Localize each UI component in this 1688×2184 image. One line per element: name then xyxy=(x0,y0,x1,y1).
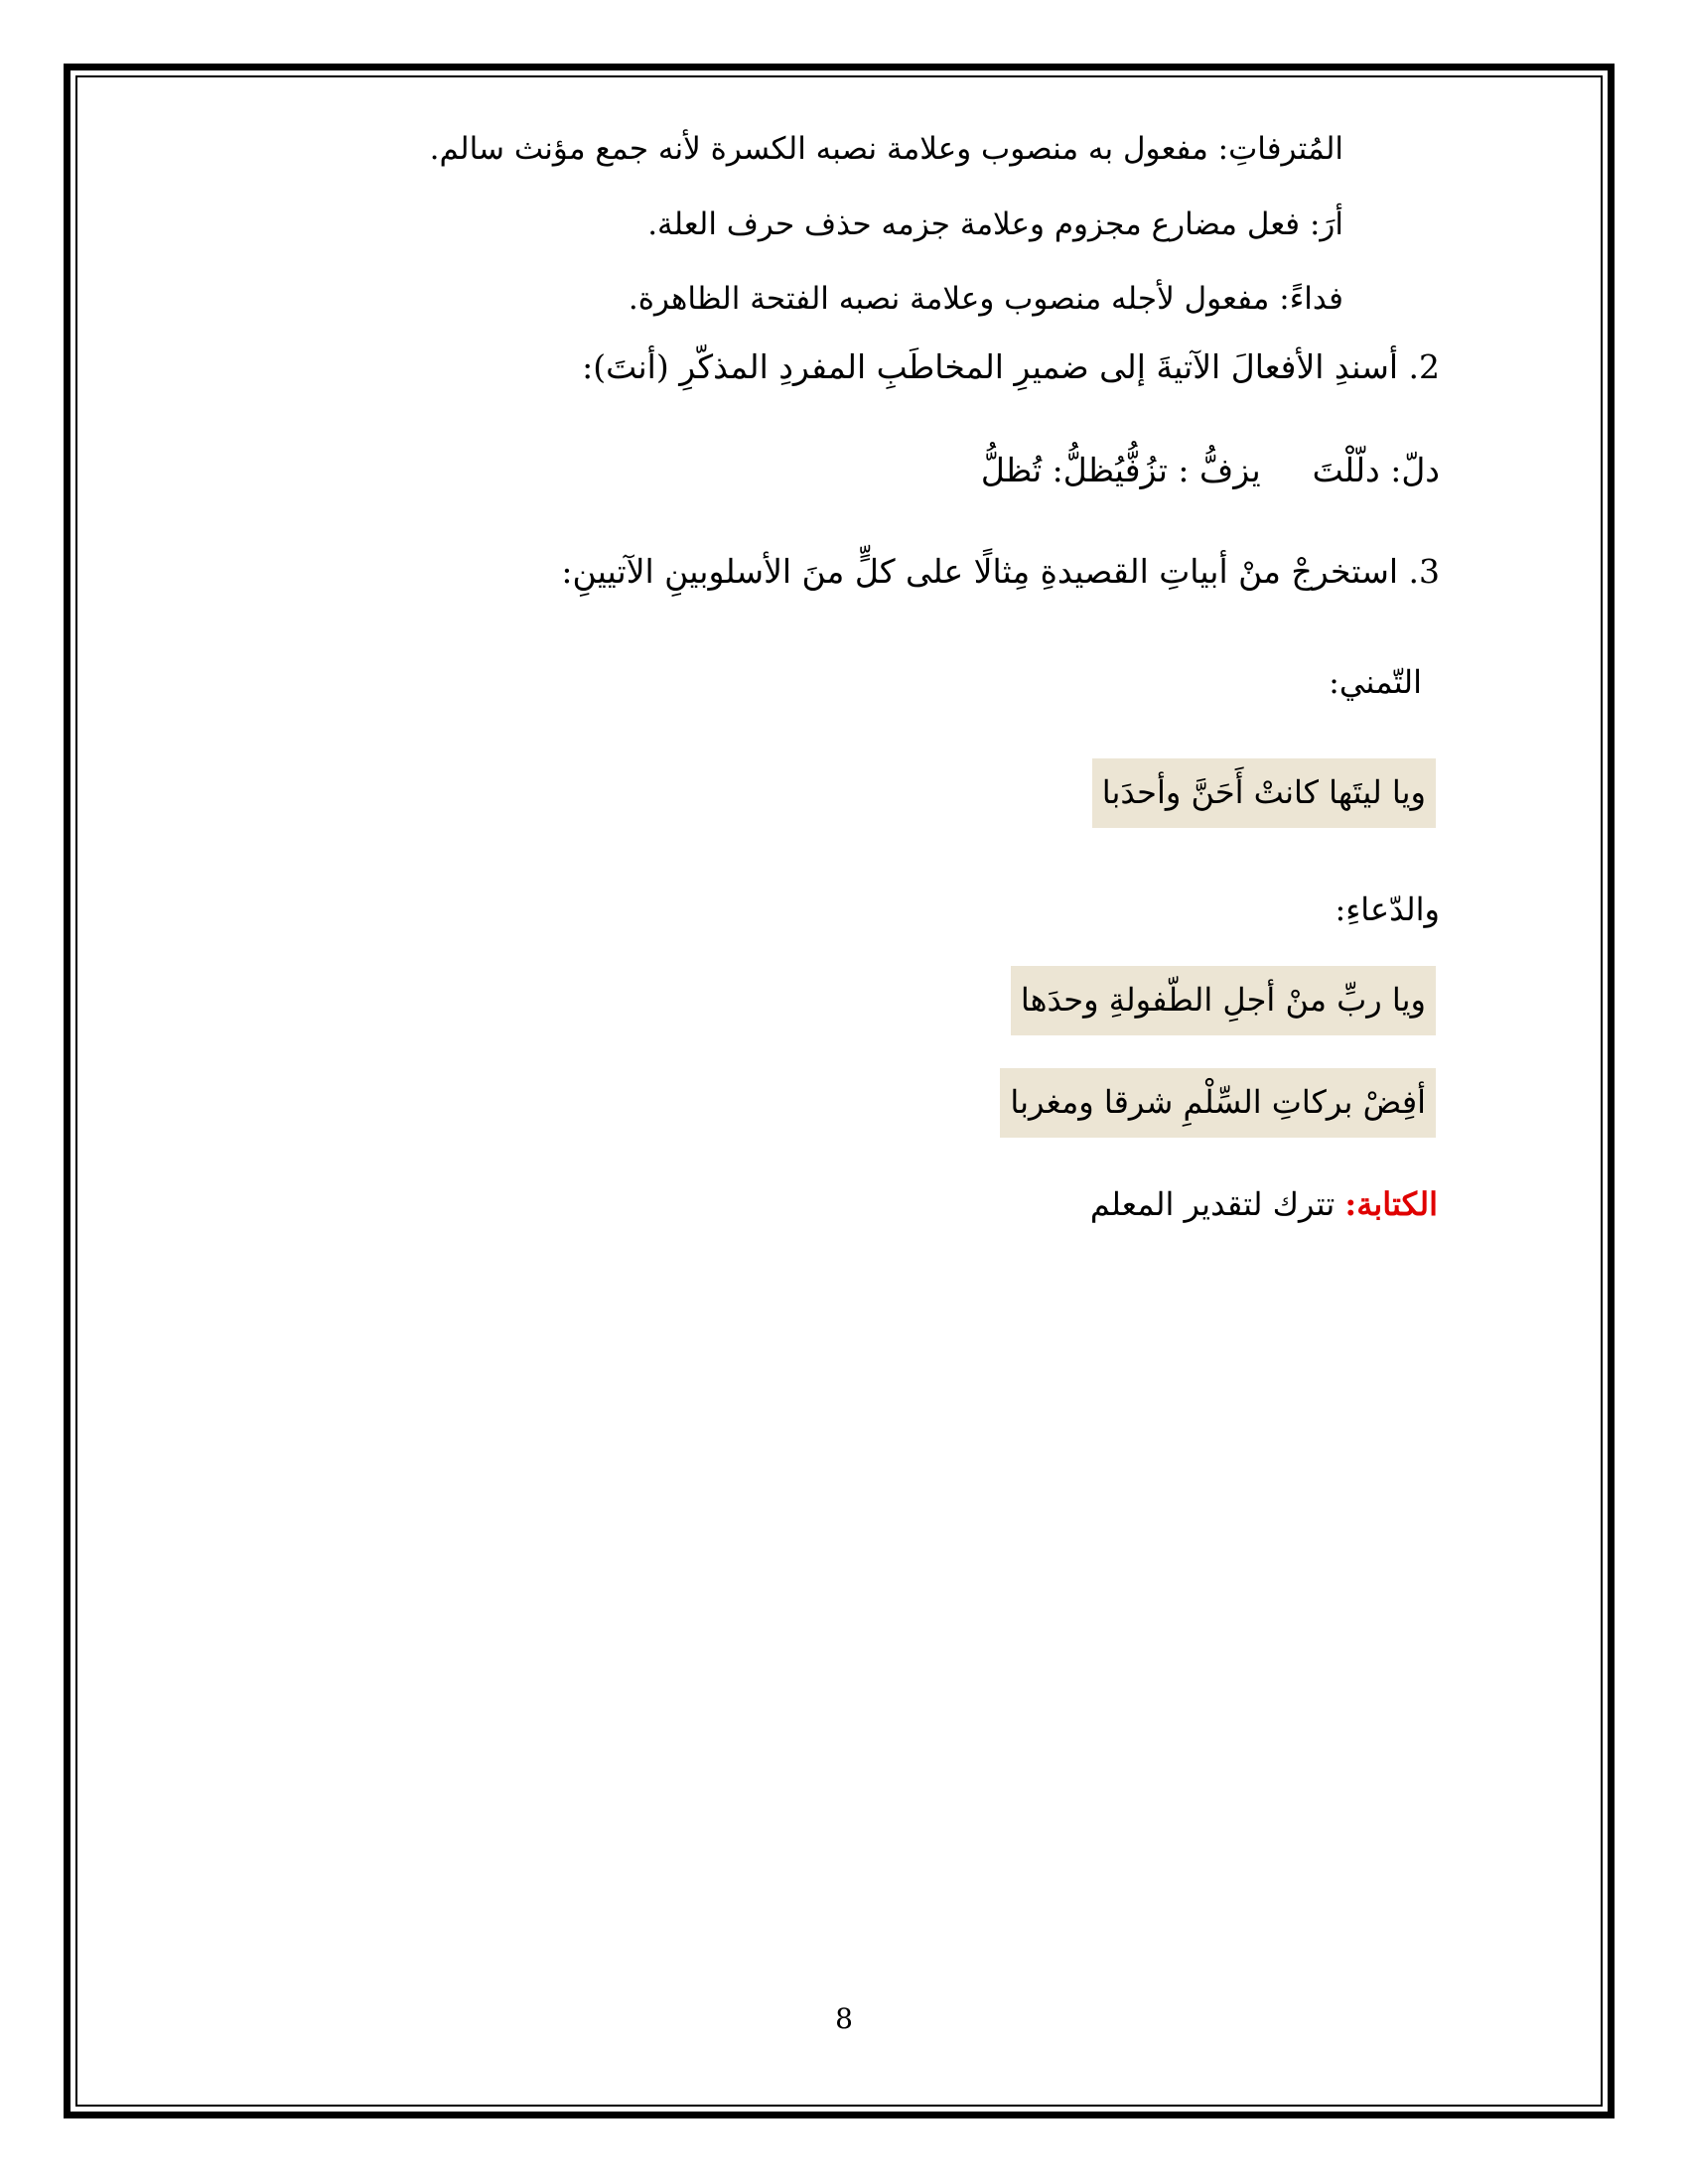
dua-label: والدّعاءِ: xyxy=(1335,890,1440,928)
example-b: يزفُّ : تزُفُّ xyxy=(1124,451,1261,489)
question-2-examples xyxy=(981,449,1440,492)
dua-verse-2: أفِضْ بركاتِ السِّلْمِ شرقا ومغربا xyxy=(1000,1068,1436,1138)
answer-line-3: فداءً: مفعول لأجله منصوب وعلامة نصبه الفتحة الظاهرة. xyxy=(628,281,1343,317)
tamanni-label: التّمني: xyxy=(1329,663,1422,701)
writing-label: الكتابة: xyxy=(1344,1185,1438,1223)
page-number: 8 xyxy=(835,2002,853,2035)
writing-text: تترك لتقدير المعلم xyxy=(1089,1185,1336,1223)
dua-verse-1: ويا ربِّ منْ أجلِ الطّفولةِ وحدَها xyxy=(1011,966,1436,1035)
answer-line-2: أرَ: فعل مضارع مجزوم وعلامة جزمه حذف حرف العلة. xyxy=(647,206,1343,242)
writing-section xyxy=(1090,1182,1438,1226)
answer-line-1: المُترفاتِ: مفعول به منصوب وعلامة نصبه الكسرة لأنه جمع مؤنث سالم. xyxy=(429,131,1343,167)
question-2: 2. أسندِ الأفعالَ الآتيةَ إلى ضميرِ المخاطَبِ المفردِ المذكّرِ (أنتَ): xyxy=(582,347,1440,386)
example-c: يُظلُّ: تُظلُّ xyxy=(980,451,1125,489)
question-3: 3. استخرجْ منْ أبياتِ القصيدةِ مِثالًا على كلٍّ منَ الأسلوبينِ الآتيينِ: xyxy=(561,552,1440,591)
tamanni-verse: ويا ليتَها كانتْ أَحَنَّ وأحدَبا xyxy=(1092,758,1436,828)
example-a: دلّ: دلّلْتَ xyxy=(1312,451,1440,489)
